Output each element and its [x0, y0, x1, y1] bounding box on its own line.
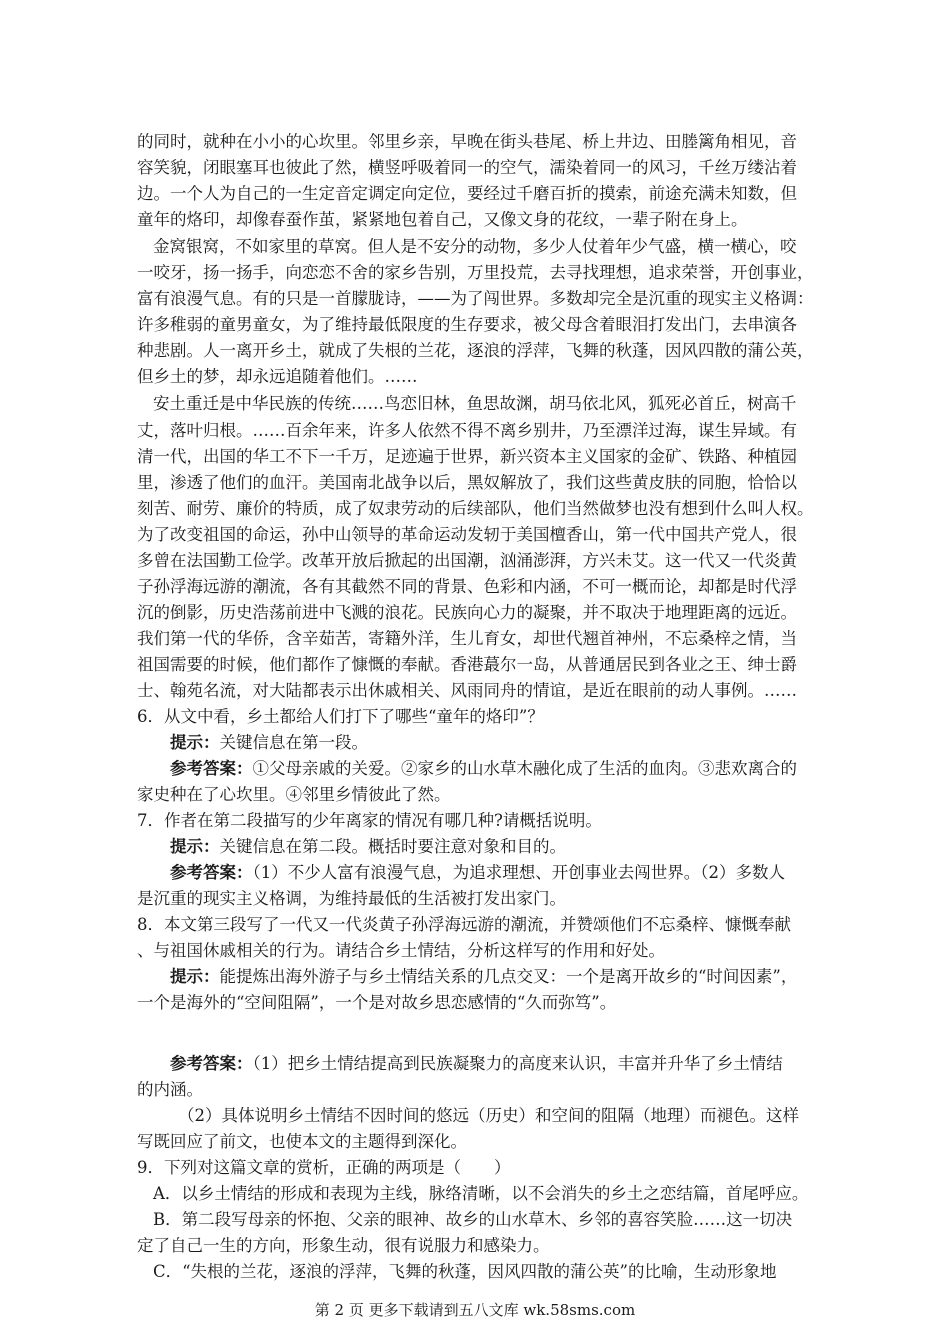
paragraph3-line: 祖国需要的时候，他们都作了慷慨的奉献。香港蕞尔一岛，从普通居民到各业之王、绅士爵 — [137, 655, 797, 674]
question-8-line: 、与祖国休戚相关的行为。请结合乡土情结，分析这样写的作用和好处。 — [137, 941, 665, 960]
paragraph3-line: 丈，落叶归根。……百余年来，许多人依然不得不离乡别井，乃至漂洋过海，谋生异域。有 — [137, 421, 797, 440]
q8-hint-line: 一个是海外的“空间阻隔”，一个是对故乡思恋感情的“久而弥笃”。 — [137, 993, 617, 1012]
paragraph3-line: 安土重迁是中华民族的传统……鸟恋旧林，鱼思故渊，胡马依北风，狐死必首丘，树高千 — [153, 394, 797, 413]
answer-text: （1）把乡土情结提高到民族凝聚力的高度来认识，丰富并升华了乡土情结 — [252, 1054, 783, 1073]
hint-text: 关键信息在第二段。概括时要注意对象和目的。 — [219, 837, 566, 856]
q7-answer-line: 是沉重的现实主义格调，为维持最低的生活被打发出家门。 — [137, 889, 566, 908]
paragraph3-line: 多曾在法国勤工俭学。改革开放后掀起的出国潮，汹涌澎湃，方兴未艾。这一代又一代炎黄 — [137, 551, 797, 570]
q6-answer — [170, 756, 797, 782]
paragraph1-line: 边。一个人为自己的一生定音定调定向定位，要经过千磨百折的摸索，前途充满未知数，但 — [137, 184, 797, 203]
page-footer: 第 2 页 更多下载请到五八文库 wk.58sms.com — [314, 1301, 636, 1319]
q8-hint — [170, 964, 797, 990]
answer-label: 参考答案： — [170, 863, 253, 882]
question-8: 8．本文第三段写了一代又一代炎黄子孙浮海远游的潮流，并赞颂他们不忘桑梓、慷慨奉献 — [137, 915, 791, 934]
answer-text: （1）不少人富有浪漫气息，为追求理想、开创事业去闯世界。（2）多数人 — [252, 863, 785, 882]
paragraph2-line: 许多稚弱的童男童女，为了维持最低限度的生存要求，被父母含着眼泪打发出门，去串演各 — [137, 315, 797, 334]
paragraph3-line: 为了改变祖国的命运，孙中山领导的革命运动发轫于美国檀香山，第一代中国共产党人，很 — [137, 525, 797, 544]
paragraph3-line: 清一代，出国的华工不下一千万，足迹遍于世界，新兴资本主义国家的金矿、铁路、种植园 — [137, 447, 797, 466]
paragraph1-line: 容笑貌，闭眼塞耳也彼此了然，横竖呼吸着同一的空气，濡染着同一的风习，千丝万缕沾着 — [137, 158, 797, 177]
paragraph3-line: 子孙浮海远游的潮流，各有其截然不同的背景、色彩和内涵，不可一概而论，却都是时代浮 — [137, 577, 797, 596]
q7-answer — [170, 860, 785, 886]
q8-answer-line: 的内涵。 — [137, 1080, 203, 1099]
paragraph2-line: 金窝银窝，不如家里的草窝。但人是不安分的动物，多少人仗着年少气盛，横一横心，咬 — [153, 237, 797, 256]
answer-label: 参考答案： — [170, 759, 253, 778]
hint-label: 提示： — [170, 733, 220, 752]
paragraph3-line: 我们第一代的华侨，含辛茹苦，寄籍外洋，生儿育女，却世代翘首神州，不忘桑梓之情，当 — [137, 629, 797, 648]
q6-hint — [170, 730, 368, 756]
paragraph1-line: 的同时，就种在小小的心坎里。邻里乡亲，早晚在街头巷尾、桥上井边、田塍篱角相见，音 — [137, 132, 797, 151]
option-c: C．“失根的兰花，逐浪的浮萍，飞舞的秋蓬，因风四散的蒲公英”的比喻，生动形象地 — [153, 1262, 777, 1281]
hint-text: 能提炼出海外游子与乡土情结关系的几点交叉：一个是离开故乡的“时间因素”， — [219, 967, 798, 986]
paragraph1-line: 童年的烙印，却像春蚕作茧，紧紧地包着自己，又像文身的花纹，一辈子附在身上。 — [137, 210, 748, 229]
paragraph2-line: 种悲剧。人一离开乡土，就成了失根的兰花，逐浪的浮萍，飞舞的秋蓬，因风四散的蒲公英， — [137, 341, 814, 360]
q7-hint — [170, 834, 566, 860]
question-7: 7．作者在第二段描写的少年离家的情况有哪几种?请概括说明。 — [137, 811, 602, 830]
paragraph3-line: 沉的倒影，历史浩荡前进中飞溅的浪花。民族向心力的凝聚，并不取决于地理距离的远近。 — [137, 603, 797, 622]
paragraph2-line: 富有浪漫气息。有的只是一首朦胧诗，——为了闯世界。多数却完全是沉重的现实主义格调： — [137, 289, 814, 308]
option-b: B．第二段写母亲的怀抱、父亲的眼神、故乡的山水草木、乡邻的喜容笑脸……这一切决 — [153, 1210, 793, 1229]
paragraph3-line: 里，渗透了他们的血汗。美国南北战争以后，黑奴解放了，我们这些黄皮肤的同胞，恰恰以 — [137, 473, 797, 492]
paragraph3-line: 士、翰苑名流，对大陆都表示出休戚相关、风雨同舟的情谊，是近在眼前的动人事例。…… — [137, 681, 797, 700]
answer-label: 参考答案： — [170, 1054, 253, 1073]
question-6: 6．从文中看，乡土都给人们打下了哪些“童年的烙印”？ — [137, 707, 544, 726]
hint-text: 关键信息在第一段。 — [219, 733, 368, 752]
q8-answer-line: 写既回应了前文，也使本文的主题得到深化。 — [137, 1132, 467, 1151]
q8-answer — [170, 1051, 783, 1077]
paragraph3-line: 刻苦、耐劳、廉价的特质，成了奴隶劳动的后续部队，他们当然做梦也没有想到什么叫人权。 — [137, 499, 814, 518]
hint-label: 提示： — [170, 837, 220, 856]
option-a: A．以乡土情结的形成和表现为主线，脉络清晰，以不会消失的乡土之恋结篇，首尾呼应。 — [153, 1184, 809, 1203]
q8-answer-line: （2）具体说明乡土情结不因时间的悠远（历史）和空间的阻隔（地理）而褪色。这样 — [178, 1106, 799, 1125]
question-9: 9．下列对这篇文章的赏析，正确的两项是（ ） — [137, 1158, 511, 1177]
answer-text: ①父母亲戚的关爱。②家乡的山水草木融化成了生活的血肉。③悲欢离合的 — [252, 759, 797, 778]
hint-label: 提示： — [170, 967, 220, 986]
option-b-line: 定了自己一生的方向，形象生动，很有说服力和感染力。 — [137, 1236, 550, 1255]
q6-answer-line: 家史种在了心坎里。④邻里乡情彼此了然。 — [137, 785, 451, 804]
paragraph2-line: 但乡土的梦，却永远追随着他们。…… — [137, 367, 418, 386]
paragraph2-line: 一咬牙，扬一扬手，向恋恋不舍的家乡告别，万里投荒，去寻找理想，追求荣誉，开创事业， — [137, 263, 814, 282]
